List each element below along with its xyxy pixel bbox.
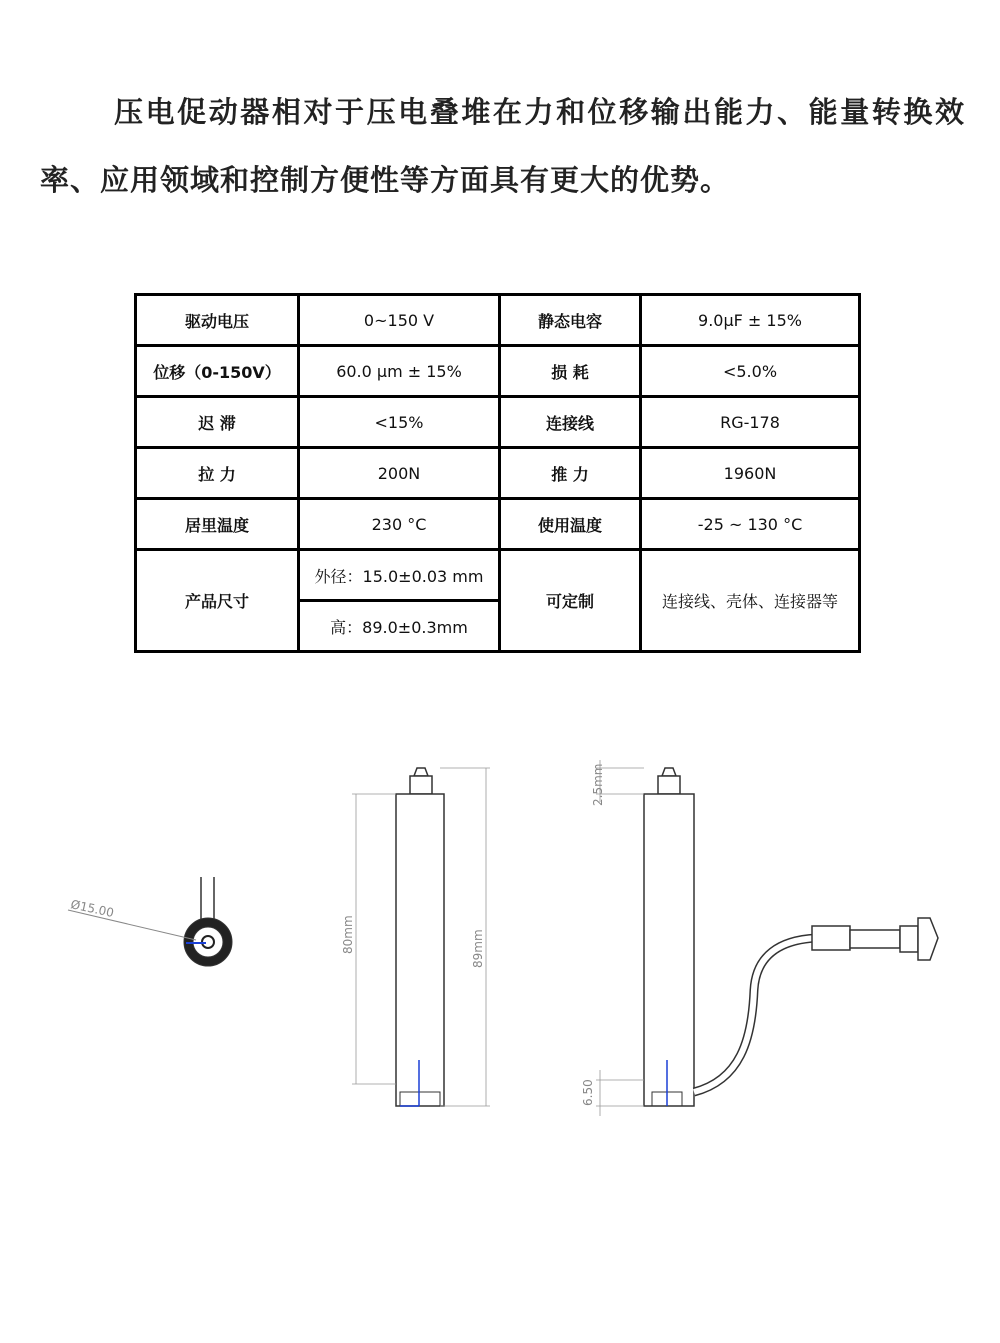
spec-value: RG-178	[641, 397, 860, 448]
spec-key: 推 力	[500, 448, 641, 499]
spec-value: <5.0%	[641, 346, 860, 397]
spec-value: 0~150 V	[299, 295, 500, 346]
spec-key: 居里温度	[136, 499, 299, 550]
table-row	[136, 499, 860, 550]
technical-drawing	[0, 740, 1000, 1160]
table-row	[136, 550, 860, 601]
spec-key-custom: 可定制	[500, 550, 641, 652]
spec-value: -25 ~ 130 °C	[641, 499, 860, 550]
side-view-cable	[596, 760, 938, 1116]
base-length-label: 6.50	[581, 1079, 595, 1106]
body-length-label: 80mm	[341, 915, 355, 954]
spec-value: 200N	[299, 448, 500, 499]
spec-value: 9.0μF ± 15%	[641, 295, 860, 346]
spec-key: 使用温度	[500, 499, 641, 550]
spec-key: 静态电容	[500, 295, 641, 346]
spec-key-size: 产品尺寸	[136, 550, 299, 652]
spec-value: <15%	[299, 397, 500, 448]
spec-value-height: 高：89.0±0.3mm	[299, 601, 500, 652]
spec-key: 迟 滞	[136, 397, 299, 448]
table-row	[136, 346, 860, 397]
spec-key: 位移（0-150V）	[136, 346, 299, 397]
side-view-front	[352, 768, 490, 1106]
tip-length-label: 2.5mm	[591, 763, 605, 806]
table-row	[136, 397, 860, 448]
spec-key: 损 耗	[500, 346, 641, 397]
spec-key: 连接线	[500, 397, 641, 448]
spec-value-outer-diameter: 外径：15.0±0.03 mm	[299, 550, 500, 601]
spec-value: 1960N	[641, 448, 860, 499]
top-view	[68, 877, 232, 966]
spec-value: 230 °C	[299, 499, 500, 550]
diameter-label: Ø15.00	[69, 897, 116, 921]
spec-value: 60.0 μm ± 15%	[299, 346, 500, 397]
spec-key: 拉 力	[136, 448, 299, 499]
spec-value-custom: 连接线、壳体、连接器等	[641, 550, 860, 652]
spec-table	[134, 293, 861, 653]
table-row	[136, 448, 860, 499]
spec-key: 驱动电压	[136, 295, 299, 346]
intro-paragraph: 压电促动器相对于压电叠堆在力和位移输出能力、能量转换效率、应用领域和控制方便性等方面具有更大的优势。	[40, 95, 965, 197]
total-length-label: 89mm	[471, 929, 485, 968]
table-row	[136, 295, 860, 346]
